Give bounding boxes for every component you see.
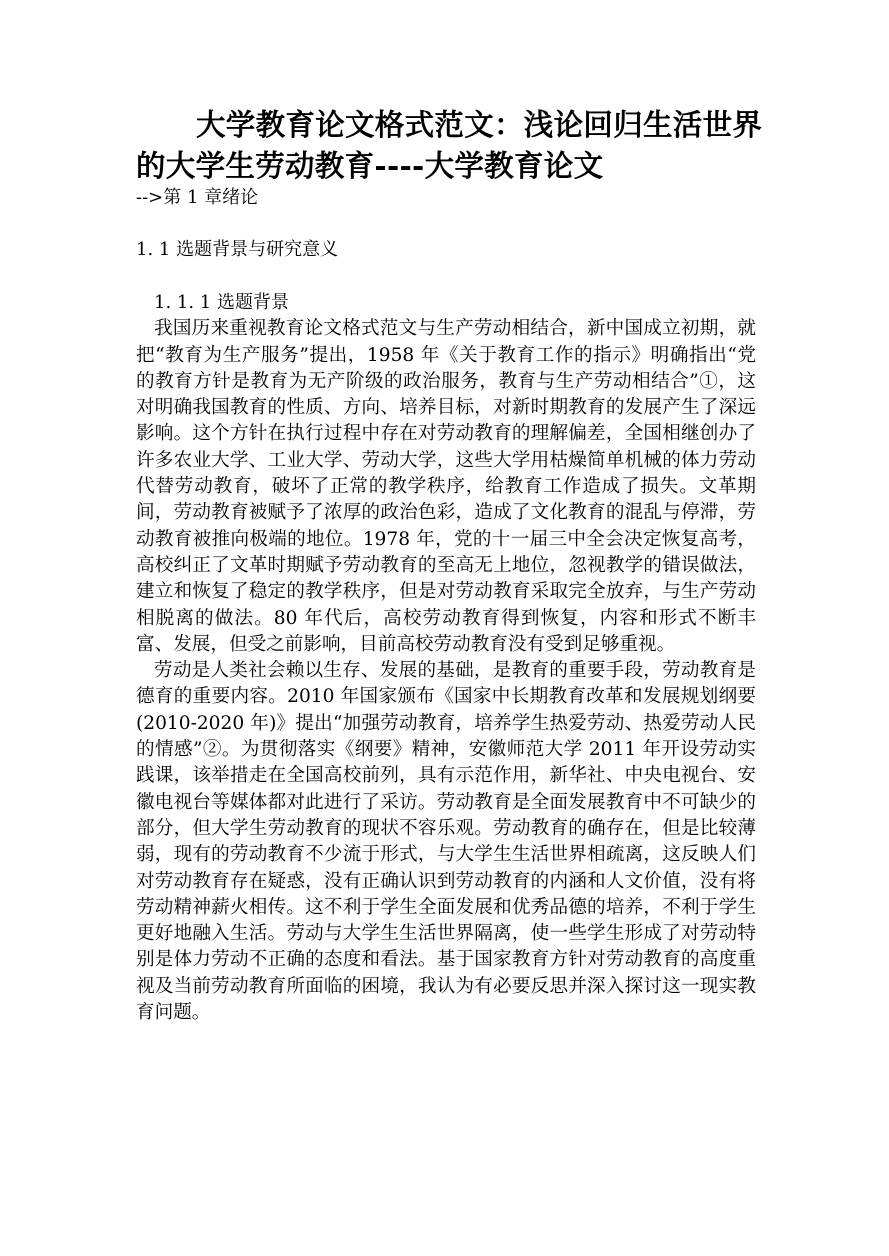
document-title: 大学教育论文格式范文：浅论回归生活世界的大学生劳动教育----大学教育论文 (136, 107, 763, 183)
body-text (136, 290, 756, 1026)
section-heading: 1. 1 选题背景与研究意义 (136, 239, 339, 260)
chapter-heading: -->第 1 章绪论 (136, 187, 259, 208)
paragraph: 我国历来重视教育论文格式范文与生产劳动相结合，新中国成立初期，就把“教育为生产服务”提出，1958 年《关于教育工作的指示》明确指出“党的教育方针是教育为无产阶级的政治服务，教育与生产劳动相结合”①，这对明确我国教育的性质、方向、培养目标，对新时期教育的发展产生了深远影响。这个方针在执行过程中存在对劳动教育的理解偏差，全国相继创办了许多农业大学、工业大学、劳动大学，这些大学用枯燥简单机械的体力劳动代替劳动教育，破坏了正常的教学秩序，给教育工作造成了损失。文革期间，劳动教育被赋予了浓厚的政治色彩，造成了文化教育的混乱与停滞，劳动教育被推向极端的地位。1978 年，党的十一届三中全会决定恢复高考，高校纠正了文革时期赋予劳动教育的至高无上地位，忽视教学的错误做法，建立和恢复了稳定的教学秩序，但是对劳动教育采取完全放弃，与生产劳动相脱离的做法。80 年代后，高校劳动教育得到恢复，内容和形式不断丰富、发展，但受之前影响，目前高校劳动教育没有受到足够重视。 (136, 318, 756, 655)
paragraph: 劳动是人类社会赖以生存、发展的基础，是教育的重要手段，劳动教育是德育的重要内容。2010 年国家颁布《国家中长期教育改革和发展规划纲要(2010-2020 年)》提出“加强劳动教育，培养学生热爱劳动、热爱劳动人民的情感”②。为贯彻落实《纲要》精神，安徽师范大学 2011 年开设劳动实践课，该举措走在全国高校前列，具有示范作用，新华社、中央电视台、安徽电视台等媒体都对此进行了采访。劳动教育是全面发展教育中不可缺少的部分，但大学生劳动教育的现状不容乐观。劳动教育的确存在，但是比较薄弱，现有的劳动教育不少流于形式，与大学生生活世界相疏离，这反映人们对劳动教育存在疑惑，没有正确认识到劳动教育的内涵和人文价值，没有将劳动精神薪火相传。这不利于学生全面发展和优秀品德的培养，不利于学生更好地融入生活。劳动与大学生生活世界隔离，使一些学生形成了对劳动特别是体力劳动不正确的态度和看法。基于国家教育方针对劳动教育的高度重视及当前劳动教育所面临的困境，我认为有必要反思并深入探讨这一现实教育问题。 (136, 660, 756, 1024)
subsection-heading: 1. 1. 1 选题背景 (154, 292, 289, 313)
